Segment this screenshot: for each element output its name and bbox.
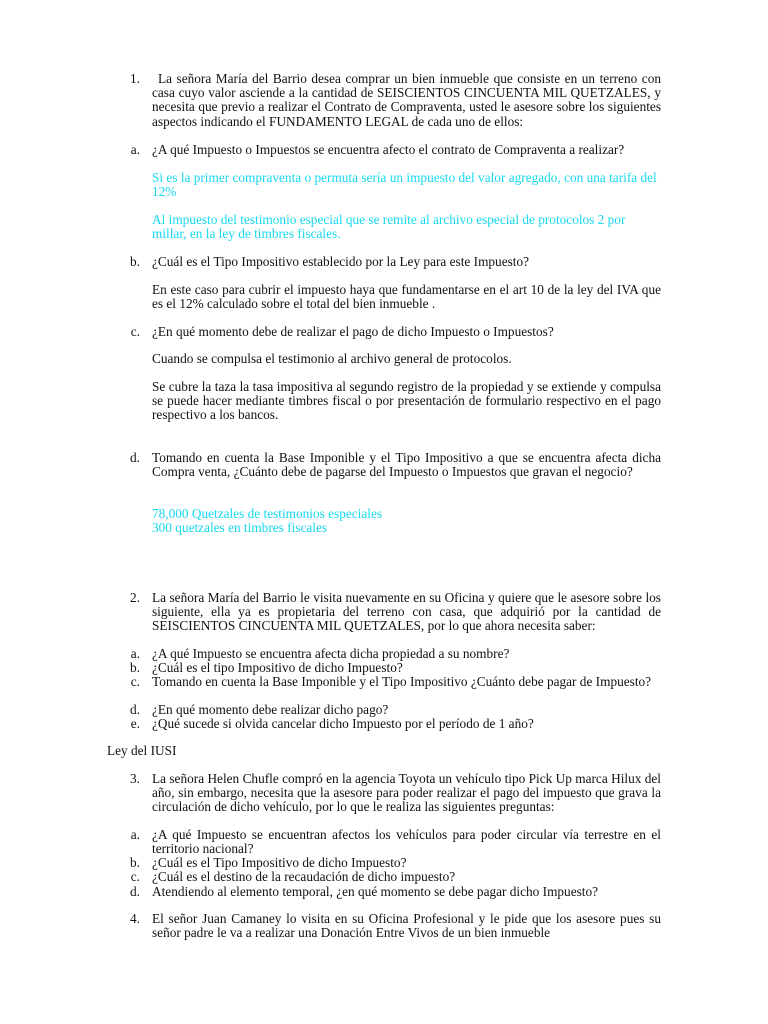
q3d-question: Atendiendo al elemento temporal, ¿en qué momento se debe pagar dicho Impuesto?	[152, 884, 599, 899]
q2b-marker: b.	[130, 660, 140, 675]
q1c-answer-1: Cuando se compulsa el testimonio al archivo general de protocolos.	[152, 351, 512, 366]
q3-number: 3.	[130, 771, 140, 786]
q3-text: La señora Helen Chufle compró en la agencia Toyota un vehículo tipo Pick Up marca Hilux del año, sin embargo, necesita que la asesore para poder realizar el pago del impuesto que grava la circulación de dicho vehículo, por lo que le realiza las siguientes preguntas:	[152, 771, 661, 815]
q3c-question: ¿Cuál es el destino de la recaudación de dicho impuesto?	[152, 869, 456, 884]
q3a-marker: a.	[130, 827, 140, 842]
q1a-answer-2: Al impuesto del testimonio especial que se remite al archivo especial de protocolos 2 por millar, en la ley de timbres fiscales.	[152, 212, 626, 242]
q1a-marker: a.	[130, 142, 140, 157]
q1b-marker: b.	[130, 254, 140, 269]
section-heading: Ley del IUSI	[107, 743, 177, 758]
q1d-marker: d.	[130, 450, 140, 465]
q1d-answer-2: 300 quetzales en timbres fiscales	[152, 520, 328, 535]
q1a-answer-1: Si es la primer compraventa o permuta sería un impuesto del valor agregado, con una tarifa del 12%	[152, 170, 657, 200]
q2e-question: ¿Qué sucede si olvida cancelar dicho Impuesto por el período de 1 año?	[152, 716, 534, 731]
q1a-question: ¿A qué Impuesto o Impuestos se encuentra afecto el contrato de Compraventa a realizar?	[152, 142, 625, 157]
q4-text: El señor Juan Camaney lo visita en su Oficina Profesional y le pide que los asesore pues su señor padre le va a realizar una Donación Entre Vivos de un bien inmueble	[152, 911, 661, 941]
q1c-answer-2: Se cubre la taza la tasa impositiva al segundo registro de la propiedad y se extiende y compulsa se puede hacer mediante timbres fiscal o por presentación de formulario respectivo en el pago respectivo a los bancos.	[152, 379, 661, 423]
q3b-question: ¿Cuál es el Tipo Impositivo de dicho Impuesto?	[152, 855, 407, 870]
q1c-question: ¿En qué momento debe de realizar el pago de dicho Impuesto o Impuestos?	[152, 324, 554, 339]
q4-number: 4.	[130, 911, 140, 926]
q3b-marker: b.	[130, 855, 140, 870]
q2c-question: Tomando en cuenta la Base Imponible y el Tipo Impositivo ¿Cuánto debe pagar de Impuesto?	[152, 674, 652, 689]
q1-number: 1.	[130, 71, 140, 86]
q2d-question: ¿En qué momento debe realizar dicho pago?	[152, 702, 389, 717]
q2-text: La señora María del Barrio le visita nuevamente en su Oficina y quiere que le asesore sobre los siguiente, ella ya es propietaria del terreno con casa, que adquirió por la cantidad de SEISCIENTOS CINCUENTA MIL QUETZALES, por lo que ahora necesita saber:	[152, 590, 661, 634]
q2-number: 2.	[130, 590, 140, 605]
q1c-marker: c.	[130, 324, 140, 339]
q2b-question: ¿Cuál es el tipo Impositivo de dicho Impuesto?	[152, 660, 403, 675]
q3c-marker: c.	[130, 869, 140, 884]
q2d-marker: d.	[130, 702, 140, 717]
q1-text: La señora María del Barrio desea comprar un bien inmueble que consiste en un terreno con casa cuyo valor asciende a la cantidad de SEISCIENTOS CINCUENTA MIL QUETZALES, y necesita que previo a realizar el Contrato de Compraventa, usted le asesore sobre los siguientes aspectos indicando el FUNDAMENTO LEGAL de cada uno de ellos:	[152, 71, 661, 129]
q2e-marker: e.	[130, 716, 140, 731]
q2a-question: ¿A qué Impuesto se encuentra afecta dicha propiedad a su nombre?	[152, 646, 510, 661]
q3d-marker: d.	[130, 884, 140, 899]
q1b-answer: En este caso para cubrir el impuesto haya que fundamentarse en el art 10 de la ley del IVA que es el 12% calculado sobre el total del bien inmueble .	[152, 282, 661, 312]
q1d-answer-1: 78,000 Quetzales de testimonios especiales	[152, 506, 383, 521]
q2a-marker: a.	[130, 646, 140, 661]
q1d-question: Tomando en cuenta la Base Imponible y el Tipo Impositivo a que se encuentra afecta dicha Compra venta, ¿Cuánto debe de pagarse del Impuesto o Impuestos que gravan el negocio?	[152, 450, 661, 480]
q3a-question: ¿A qué Impuesto se encuentran afectos los vehículos para poder circular vía terrestre en el territorio nacional?	[152, 827, 661, 857]
q2c-marker: c.	[130, 674, 140, 689]
q1b-question: ¿Cuál es el Tipo Impositivo establecido por la Ley para este Impuesto?	[152, 254, 530, 269]
